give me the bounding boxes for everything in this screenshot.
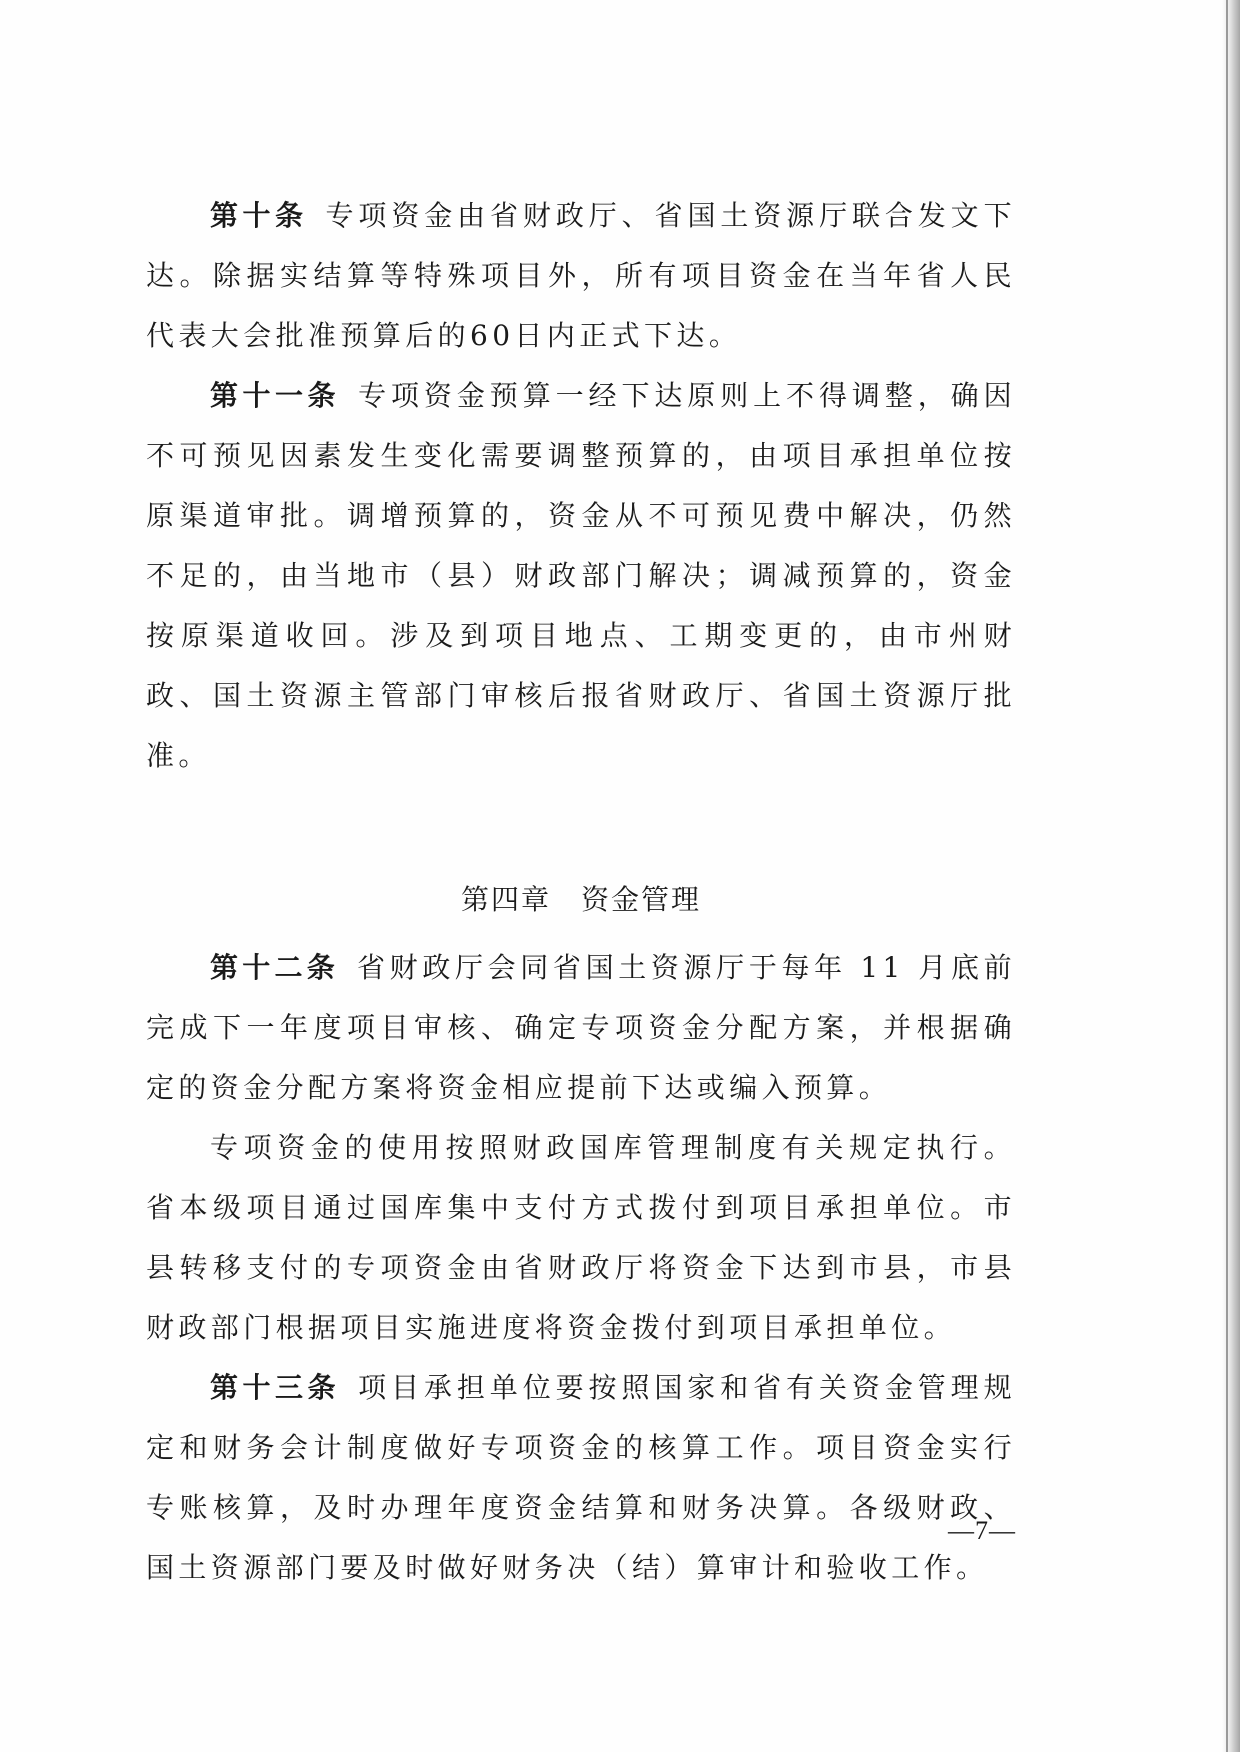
article-11 — [146, 366, 1016, 786]
page-edge-shadow — [1222, 0, 1240, 1752]
article-10 — [146, 186, 1016, 366]
article-13 — [146, 1358, 1016, 1598]
article-12-heading: 第十二条 — [210, 951, 340, 984]
article-13-text: 项目承担单位要按照国家和省有关资金管理规定和财务会计制度做好专项资金的核算工作。项目资金实行专账核算，及时办理年度资金结算和财务决算。各级财政、国土资源部门要及时做好财务决（结）算审计和验收工作。 — [146, 1371, 1016, 1584]
chapter-heading — [146, 870, 1016, 930]
article-11-heading: 第十一条 — [210, 379, 341, 412]
article-13-heading: 第十三条 — [210, 1371, 341, 1404]
article-12 — [146, 938, 1016, 1118]
document-body — [146, 186, 1016, 1598]
treasury-paragraph: 专项资金的使用按照财政国库管理制度有关规定执行。省本级项目通过国库集中支付方式拨付到项目承担单位。市县转移支付的专项资金由省财政厅将资金下达到市县，市县财政部门根据项目实施进度将资金拨付到项目承担单位。 — [146, 1131, 1016, 1344]
chapter-title: 资金管理 — [581, 883, 702, 916]
chapter-number: 第四章 — [460, 883, 551, 916]
page-edge-line — [1226, 0, 1228, 1752]
article-10-text: 专项资金由省财政厅、省国土资源厅联合发文下达。除据实结算等特殊项目外，所有项目资金在当年省人民代表大会批准预算后的60日内正式下达。 — [146, 199, 1016, 352]
article-12-text: 省财政厅会同省国土资源厅于每年 11 月底前完成下一年度项目审核、确定专项资金分配方案，并根据确定的资金分配方案将资金相应提前下达或编入预算。 — [146, 951, 1016, 1104]
article-11-text: 专项资金预算一经下达原则上不得调整，确因不可预见因素发生变化需要调整预算的，由项目承担单位按原渠道审批。调增预算的，资金从不可预见费中解决，仍然不足的，由当地市（县）财政部门解决；调减预算的，资金按原渠道收回。涉及到项目地点、工期变更的，由市州财政、国土资源主管部门审核后报省财政厅、省国土资源厅批准。 — [146, 379, 1016, 772]
page-number: —7— — [948, 1516, 1016, 1545]
article-10-heading: 第十条 — [210, 199, 308, 232]
